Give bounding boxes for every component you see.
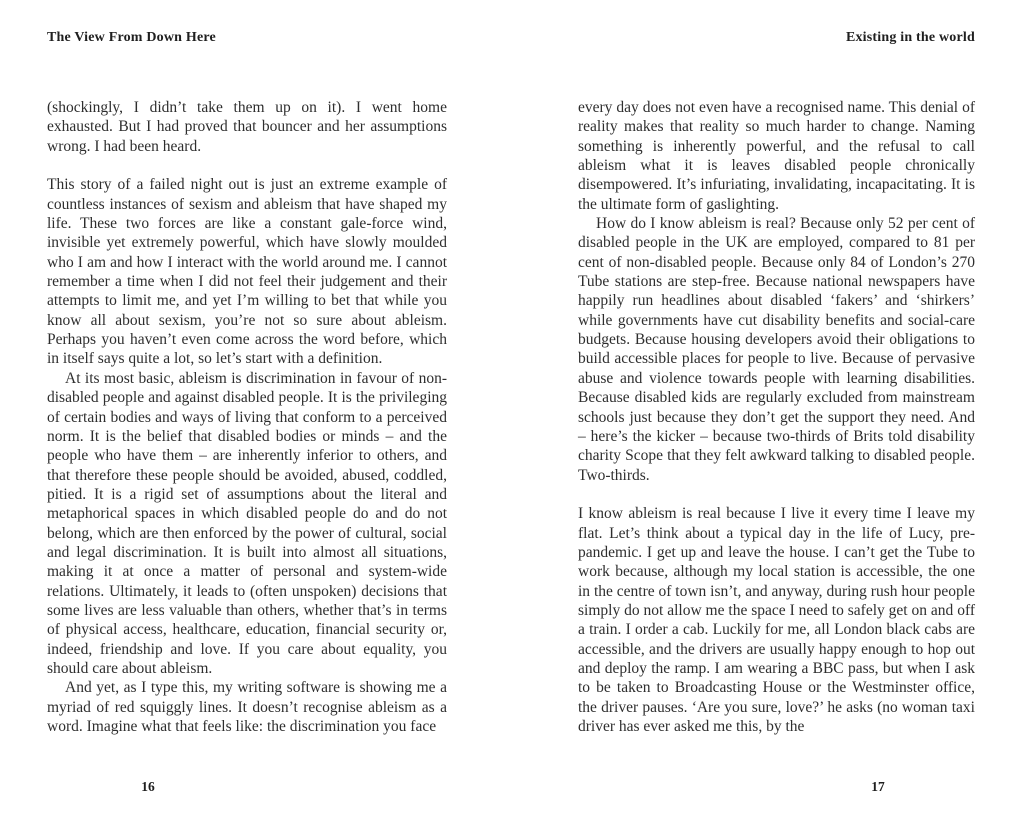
paragraph: And yet, as I type this, my writing software is showing me a myriad of red squiggly lines. It doesn’t recognise ableism as a word. Imagine what that feels like: the discrimination you face <box>47 679 447 735</box>
right-page-text-column <box>578 98 975 736</box>
paragraph: I know ableism is real because I live it every time I leave my flat. Let’s think about a typical day in the life of Lucy, pre-pandemic. I get up and leave the house. I can’t get the Tube to work because, although my local station is accessible, the one in the centre of town isn’t, and anyway, during rush hour people simply do not allow me the space I need to safely get on and off a train. I order a cab. Luckily for me, all London black cabs are accessible, and the drivers are usually happy enough to hop out and deploy the ramp. I am wearing a BBC pass, but when I ask to be taken to Broadcasting House or the Westminster office, the driver pauses. ‘Are you sure, love?’ he asks (no woman taxi driver has ever asked me this, by the <box>578 505 975 735</box>
paragraph: At its most basic, ableism is discrimination in favour of non-disabled people and against disabled people. It is the privileging of certain bodies and ways of living that conform to a perceived norm. It is the belief that disabled bodies or minds – and the people who have them – are inherently inferior to others, and that therefore these people should be avoided, abused, coddled, pitied. It is a rigid set of assumptions about the literal and metaphorical spaces in which disabled people do and do not belong, which are then enforced by the power of cultural, social and legal discrimination. It is built into almost all situations, making it at once a matter of personal and system-wide relations. Ultimately, it leads to (often unspoken) decisions that some lives are less valuable than others, whether that’s in terms of physical access, healthcare, education, financial security or, indeed, friendship and love. If you care about equality, you should care about ableism. <box>47 369 447 677</box>
paragraph: This story of a failed night out is just an extreme example of countless instances of sexism and ableism that have shaped my life. These two forces are like a constant gale-force wind, invisible yet extremely powerful, which have slowly moulded who I am and how I interact with the world around me. I cannot remember a time when I did not feel their judgement and their attempts to limit me, and yet I’m willing to bet that while you know all about sexism, you’re not so sure about ableism. Perhaps you haven’t even come across the word before, which in itself says quite a lot, so let’s start with a definition. <box>47 176 447 368</box>
running-head-chapter-title: Existing in the world <box>845 30 975 45</box>
left-page-text-column <box>47 98 447 736</box>
paragraph: (shockingly, I didn’t take them up on it). I went home exhausted. But I had proved that bouncer and her assumptions wrong. I had been heard. <box>47 99 447 155</box>
page-number-right: 17 <box>871 779 885 794</box>
page-number-left: 16 <box>141 779 155 794</box>
running-head-book-title: The View From Down Here <box>47 30 216 45</box>
paragraph: every day does not even have a recognised name. This denial of reality makes that reality so much harder to change. Naming something is inherently powerful, and the refusal to call ableism what it is leaves disabled people chronically disempowered. It’s infuriating, invalidating, incapacitating. It is the ultimate form of gaslighting. <box>578 99 975 213</box>
paragraph: How do I know ableism is real? Because only 52 per cent of disabled people in the UK are employed, compared to 81 per cent of non-disabled people. Because only 84 of London’s 270 Tube stations are step-free. Because national newspapers have happily run headlines about disabled ‘fakers’ and ‘shirkers’ while governments have cut disability benefits and social-care budgets. Because housing developers avoid their obligations to build accessible places for people to live. Because of pervasive abuse and violence towards people with learning disabilities. Because disabled kids are regularly excluded from mainstream schools just because they don’t get the support they need. And – here’s the kicker – because two-thirds of Brits told disability charity Scope that they felt awkward talking to disabled people. Two-thirds. <box>578 215 975 484</box>
